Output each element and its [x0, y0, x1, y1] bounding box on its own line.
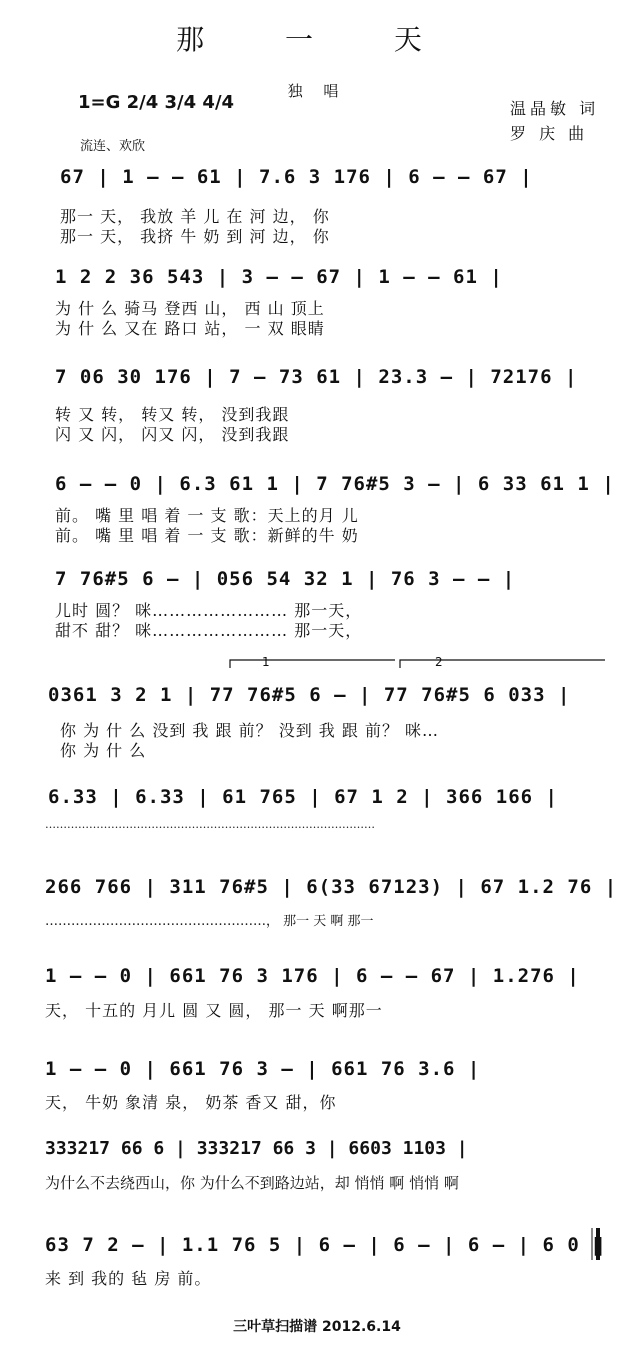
lyric-line: ……………………………………………， 那一 天 啊 那一: [45, 914, 374, 929]
notes-line: 6.33 | 6.33 | 61 765 | 67 1 2 | 366 166 |: [48, 786, 558, 808]
notes-line: 1 — — 0 | 661 76 3 176 | 6 — — 67 | 1.276 |: [45, 965, 580, 987]
key-signature: 1=G 2/4 3/4 4/4: [78, 92, 235, 113]
volta-2-bracket: [400, 660, 605, 668]
tempo-mark: 流连、欢欣: [80, 139, 146, 154]
lyric-line: 你 为 什 么 没到 我 跟 前？ 没到 我 跟 前？ 咪…: [60, 721, 440, 740]
composer: 罗 庆 曲: [510, 124, 589, 143]
lyric-line: 那一 天， 我放 羊 儿 在 河 边， 你: [60, 207, 330, 226]
lyric-line: 闪 又 闪， 闪又 闪， 没到我跟: [55, 425, 290, 444]
notes-line: 67 | 1 — — 61 | 7.6 3 176 | 6 — — 67 |: [60, 166, 533, 188]
lyric-line: 为什么不去绕西山，你 为什么不到路边站，却 悄悄 啊 悄悄 啊: [45, 1174, 459, 1192]
notes-line: 7 06 30 176 | 7 — 73 61 | 23.3 — | 72176 |: [55, 366, 578, 388]
scanner-footer: 三叶草扫描谱 2012.6.14: [233, 1319, 401, 1335]
performance-type: 独 唱: [287, 82, 347, 100]
lyricist: 温晶敏 词: [510, 99, 600, 118]
volta-1-bracket: [230, 660, 395, 668]
lyric-line: 你 为 什 么: [60, 741, 147, 760]
lyric-line: 为 什 么 又在 路口 站， 一 双 眼睛: [55, 319, 325, 338]
notes-line: 0361 3 2 1 | 77 76#5 6 — | 77 76#5 6 033 |: [48, 684, 571, 706]
volta-1-label: 1: [262, 655, 270, 669]
lyric-line: 儿时 圆？ 咪…………………… 那一天，: [55, 601, 363, 620]
volta-2-label: 2: [435, 655, 443, 669]
lyric-line: 天， 牛奶 象清 泉， 奶茶 香又 甜，你: [45, 1093, 337, 1112]
notes-line: 333217 66 6 | 333217 66 3 | 6603 1103 |: [45, 1138, 468, 1159]
lyric-line: 为 什 么 骑马 登西 山， 西 山 顶上: [55, 299, 325, 318]
lyric-line: 前。 嘴 里 唱 着 一 支 歌：天上的月 儿: [55, 506, 359, 525]
lyric-line: 那一 天， 我挤 牛 奶 到 河 边， 你: [60, 227, 330, 246]
lyric-line: 前。 嘴 里 唱 着 一 支 歌：新鲜的牛 奶: [55, 526, 359, 545]
lyric-line: 甜不 甜？ 咪…………………… 那一天，: [55, 621, 363, 640]
lyric-line: 来 到 我的 毡 房 前。: [45, 1269, 212, 1288]
notes-line: 1 — — 0 | 661 76 3 — | 661 76 3.6 |: [45, 1058, 481, 1080]
notes-line: 266 766 | 311 76#5 | 6(33 67123) | 67 1.2 76 |: [45, 876, 618, 898]
notes-line: 6 — — 0 | 6.3 61 1 | 7 76#5 3 — | 6 33 61 1 |: [55, 473, 615, 495]
notes-line: 7 76#5 6 — | 056 54 32 1 | 76 3 — — |: [55, 568, 516, 590]
notes-line: 63 7 2 — | 1.1 76 5 | 6 — | 6 — | 6 — | 6 0 ‖: [45, 1234, 605, 1256]
lyric-line: 转 又 转， 转又 转， 没到我跟: [55, 405, 290, 424]
page-title: 那 一 天: [176, 23, 458, 56]
notes-line: 1 2 2 36 543 | 3 — — 67 | 1 — — 61 |: [55, 266, 503, 288]
lyric-line: ………………………………………………………………………………: [45, 818, 375, 831]
lyric-line: 天， 十五的 月儿 圆 又 圆， 那一 天 啊那一: [45, 1001, 383, 1020]
